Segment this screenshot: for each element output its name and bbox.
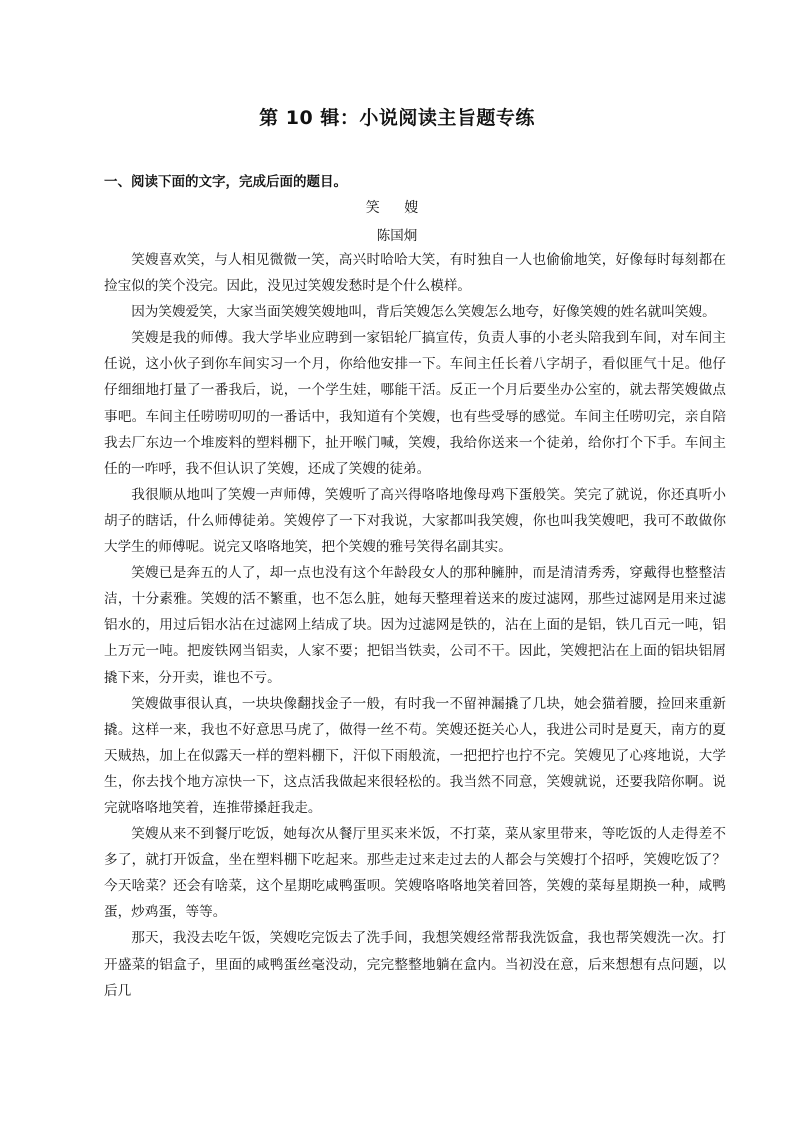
paragraph: 笑嫂已是奔五的人了，却一点也没有这个年龄段女人的那种臃肿，而是清清秀秀，穿戴得也整整洁洁，十分素雅。笑嫂的活不繁重，也不怎么脏，她每天整理着送来的废过滤网，那些过滤网是用来过滤铝水的，用过后铝水沾在过滤网上结成了块。因为过滤网是铁的，沾在上面的是铝，铁几百元一吨，铝上万元一吨。把废铁网当铝卖，人家不要；把铝当铁卖，公司不干。因此，笑嫂把沾在上面的铝块铝屑撬下来，分开卖，谁也不亏。: [104, 565, 726, 686]
paragraph: 笑嫂从来不到餐厅吃饭，她每次从餐厅里买来米饭，不打菜，菜从家里带来，等吃饭的人走得差不多了，就打开饭盒，坐在塑料棚下吃起来。那些走过来走过去的人都会与笑嫂打个招呼，笑嫂吃饭了？今天啥菜？还会有啥菜，这个星期吃咸鸭蛋呗。笑嫂咯咯咯地笑着回答，笑嫂的菜每星期换一种，咸鸭蛋，炒鸡蛋，等等。: [104, 826, 726, 921]
document-title: 第 10 辑：小说阅读主旨题专练: [259, 107, 535, 129]
paragraph: 笑嫂喜欢笑，与人相见微微一笑，高兴时哈哈大笑，有时独自一人也偷偷地笑，好像每时每刻都在捡宝似的笑个没完。因此，没见过笑嫂发愁时是个什么模样。: [104, 252, 726, 295]
paragraph: 我很顺从地叫了笑嫂一声师傅，笑嫂听了高兴得咯咯地像母鸡下蛋般笑。笑完了就说，你还真听小胡子的瞎话，什么师傅徒弟。笑嫂停了一下对我说，大家都叫我笑嫂，你也叫我笑嫂吧，我可不敢做你大学生的师傅呢。说完又咯咯地笑，把个笑嫂的雅号笑得名副其实。: [104, 486, 726, 556]
story-title: 笑 嫂: [365, 200, 429, 216]
section-heading: 一、阅读下面的文字，完成后面的题目。: [104, 174, 347, 190]
paragraph: 因为笑嫂爱笑，大家当面笑嫂笑嫂地叫，背后笑嫂怎么笑嫂怎么地夸，好像笑嫂的姓名就叫笑嫂。: [131, 304, 716, 321]
paragraph: 笑嫂是我的师傅。我大学毕业应聘到一家铝轮厂搞宣传，负责人事的小老头陪我到车间，对车间主任说，这小伙子到你车间实习一个月，你给他安排一下。车间主任长着八字胡子，看似匪气十足。他仔仔细细地打量了一番我后，说，一个学生娃，哪能干活。反正一个月后要坐办公室的，就去帮笑嫂做点事吧。车间主任唠唠叨叨的一番话中，我知道有个笑嫂，也有些受辱的感觉。车间主任唠叨完，亲自陪我去厂东边一个堆废料的塑料棚下，扯开喉门喊，笑嫂，我给你送来一个徒弟，给你打个下手。车间主任的一咋呼，我不但认识了笑嫂，还成了笑嫂的徒弟。: [104, 330, 726, 477]
paragraph: 那天，我没去吃午饭，笑嫂吃完饭去了洗手间，我想笑嫂经常帮我洗饭盒，我也帮笑嫂洗一次。打开盛菜的铝盒子，里面的咸鸭蛋丝毫没动，完完整整地躺在盒内。当初没在意，后来想想有点问题，以后几: [104, 930, 726, 999]
story-author: 陈国炯: [376, 228, 418, 244]
story-body: [104, 247, 726, 1004]
paragraph: 笑嫂做事很认真，一块块像翻找金子一般，有时我一不留神漏撬了几块，她会猫着腰，捡回来重新撬。这样一来，我也不好意思马虎了，做得一丝不苟。笑嫂还挺关心人，我进公司时是夏天，南方的夏天贼热，加上在似露天一样的塑料棚下，汗似下雨般流，一把把拧也拧不完。笑嫂见了心疼地说，大学生，你去找个地方凉快一下，这点活我做起来很轻松的。我当然不同意，笑嫂就说，还要我陪你啊。说完就咯咯地笑着，连推带搡赶我走。: [104, 695, 726, 816]
